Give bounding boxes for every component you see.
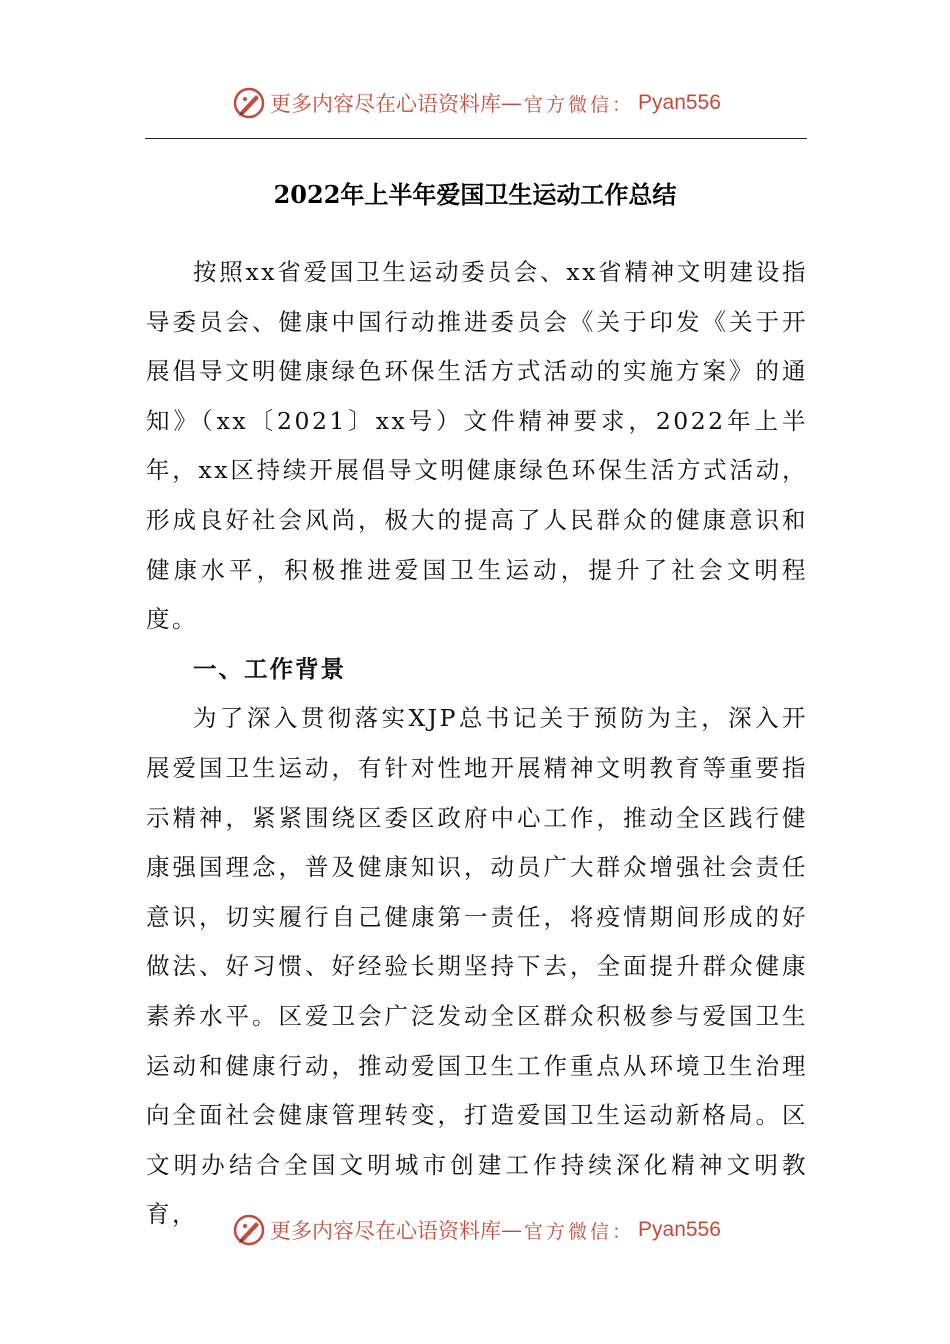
header-watermark xyxy=(232,85,721,121)
intro-paragraph: 按照xx省爱国卫生运动委员会、xx省精神文明建设指导委员会、健康中国行动推进委员会《关于印发《关于开展倡导文明健康绿色环保生活方式活动的实施方案》的通知》（xx〔2021〕xx号）文件精神要求，2022年上半年，xx区持续开展倡导文明健康绿色环保生活方式活动，形成良好社会风尚，极大的提高了人民群众的健康意识和健康水平，积极推进爱国卫生运动，提升了社会文明程度。 xyxy=(146,258,808,634)
watermark-text: 更多内容尽在心语资料库 xyxy=(270,1219,501,1243)
section-paragraph: 为了深入贯彻落实XJP总书记关于预防为主，深入开展爱国卫生运动，有针对性地开展精神文明教育等重要指示精神，紧紧围绕区委区政府中心工作，推动全区践行健康强国理念，普及健康知识，动员广大群众增强社会责任意识，切实履行自己健康第一责任，将疫情期间形成的好做法、好习惯、好经验长期坚持下去，全面提升群众健康素养水平。区爱卫会广泛发动全区群众积极参与爱国卫生运动和健康行动，推动爱国卫生工作重点从环境卫生治理向全面社会健康管理转变，打造爱国卫生运动新格局。区文明办结合全国文明城市创建工作持续深化精神文明教育， xyxy=(146,704,808,1229)
watermark-dash: — xyxy=(501,91,522,115)
watermark-label: 官方微信： xyxy=(524,1220,635,1243)
watermark-dash: — xyxy=(501,1218,522,1242)
watermark-wechat-id: Pyan556 xyxy=(638,91,721,114)
watermark-text: 更多内容尽在心语资料库 xyxy=(270,92,501,116)
pen-logo-icon xyxy=(232,86,266,120)
footer-watermark xyxy=(232,1212,721,1248)
header-divider xyxy=(145,138,807,139)
section-heading: 一、工作背景 xyxy=(193,654,346,683)
pen-logo-icon xyxy=(232,1213,266,1247)
document-title: 2022年上半年爱国卫生运动工作总结 xyxy=(273,180,677,209)
watermark-wechat-id: Pyan556 xyxy=(638,1218,721,1241)
document-body xyxy=(146,248,808,1240)
watermark-label: 官方微信： xyxy=(524,93,635,116)
